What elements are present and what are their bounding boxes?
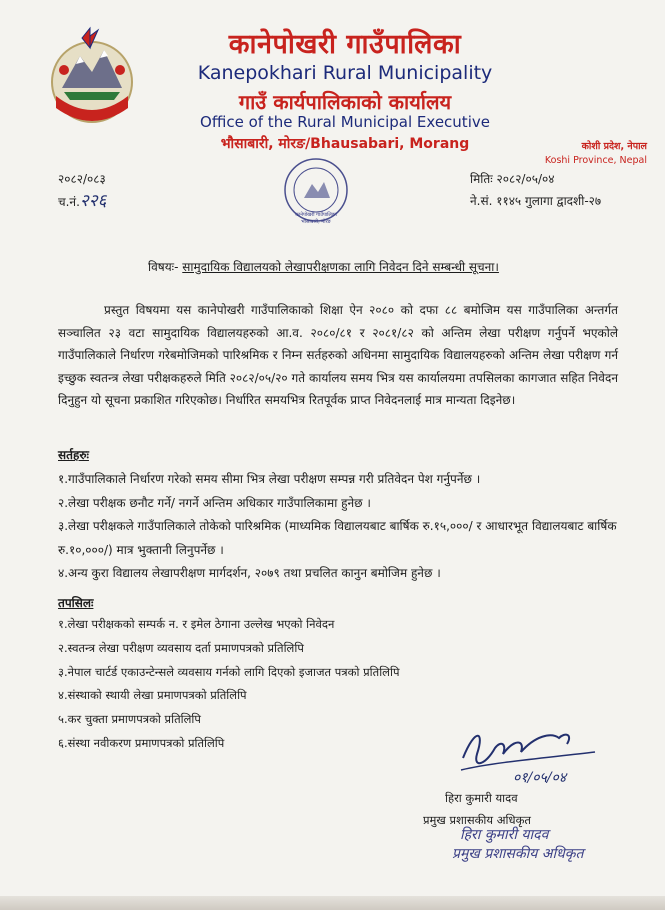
- office-seal-stamp: [282, 156, 350, 228]
- province-en: Koshi Province, Nepal: [544, 155, 647, 166]
- office-title-en: Office of the Rural Municipal Executive: [200, 113, 490, 131]
- condition-item: २.लेखा परीक्षक छनौट गर्ने/ नगर्ने अन्तिम अधिकार गाउँपालिकामा हुनेछ ।: [58, 495, 371, 510]
- attachment-item: १.लेखा परीक्षकको सम्पर्क न. र इमेल ठेगाना उल्लेख भएको निवेदन: [58, 617, 335, 631]
- handwritten-signature: [455, 718, 605, 788]
- subject-line: [148, 258, 499, 275]
- attachments-title: तपसिलः: [58, 596, 94, 610]
- reference-line: [58, 190, 106, 213]
- attachment-item: ६.संस्था नवीकरण प्रमाणपत्रको प्रतिलिपि: [58, 735, 225, 750]
- subject-label: विषयः-: [148, 260, 179, 274]
- province-np: कोशी प्रदेश, नेपाल: [581, 141, 647, 152]
- fiscal-year: २०८२/०८३: [58, 172, 106, 186]
- svg-text:भौसाबारी, मोरङ: भौसाबारी, मोरङ: [301, 219, 331, 225]
- stamp-title: प्रमुख प्रशासकीय अधिकृत: [452, 846, 584, 862]
- province-block: [545, 140, 647, 168]
- date-block: [470, 168, 601, 212]
- attachments-list: [58, 613, 478, 756]
- condition-item: १.गाउँपालिकाले निर्धारण गरेको समय सीमा भित्र लेखा परीक्षण सम्पन्न गरी प्रतिवेदन पेश गर्नुपर्नेछ ।: [58, 472, 481, 486]
- attachment-item: २.स्वतन्त्र लेखा परीक्षण व्यवसाय दर्ता प्रमाणपत्रको प्रतिलिपि: [58, 640, 304, 655]
- municipality-title-np: कानेपोखरी गाउँपालिका: [228, 29, 462, 60]
- signatory-name: हिरा कुमारी यादव: [445, 791, 518, 805]
- nepal-samvat-date: ने.सं. ११४५ गुलागा द्वादशी-२७: [470, 194, 602, 208]
- svg-text:कानेपोखरी गाउँपालिका: कानेपोखरी गाउँपालिका: [295, 212, 337, 218]
- municipality-title-en: Kanepokhari Rural Municipality: [197, 62, 493, 84]
- condition-item: ४.अन्य कुरा विद्यालय लेखापरीक्षण मार्गदर्शन, २०७९ तथा प्रचलित कानुन बमोजिम हुनेछ ।: [58, 566, 441, 580]
- footer-strip: [0, 896, 665, 910]
- notice-paragraph: प्रस्तुत विषयमा यस कानेपोखरी गाउँपालिकाको शिक्षा ऐन २०८० को दफा ८८ बमोजिम यस गाउँपालिका अन्तर्गत सञ्चालित २३ वटा सामुदायिक विद्यालयहरुको आ.व. २०८०/८१ र २०८१/८२ को अन्तिम लेखा परीक्षण गर्नुपर्ने भएकोले गाउँपालिकाले निर्धारण गरेबमोजिमको पारिश्रमिक र निम्न सर्तहरुको अधिनमा सामुदायिक विद्यालयहरुको अन्तिम लेखा परीक्षण गर्न इच्छुक स्वतन्त्र लेखा परीक्षकहरुले मिति २०८२/०५/२० गते कार्यालय समय भित्र यस कार्यालयमा तपसिलका कागजात सहित निवेदन दिनुहुन यो सूचना प्रकाशित गरिएकोछ। निर्धारित समयभित्र रितपूर्वक प्राप्त निवेदनलाई मात्र मान्यता दिइनेछ।: [58, 303, 618, 408]
- stamp-name: हिरा कुमारी यादव: [460, 827, 549, 843]
- attachment-item: ३.नेपाल चार्टर्ड एकाउन्टेन्सले व्यवसाय गर्नको लागि दिएको इजाजत पत्रको प्रतिलिपि: [58, 664, 400, 679]
- subject-text: सामुदायिक विद्यालयको लेखापरीक्षणका लागि निवेदन दिने सम्बन्धी सूचना।: [182, 260, 499, 274]
- conditions-list: [58, 468, 618, 586]
- signatory-title: प्रमुख प्रशासकीय अधिकृत: [423, 813, 531, 827]
- signatory-block: [423, 787, 531, 831]
- office-title-np: गाउँ कार्यपालिकाको कार्यालय: [238, 90, 452, 114]
- signature-date: ०१/०५/०४: [513, 770, 567, 786]
- reference-number: २२६: [79, 191, 107, 211]
- reference-block: [58, 168, 106, 213]
- attachment-item: ५.कर चुक्ता प्रमाणपत्रको प्रतिलिपि: [58, 712, 201, 727]
- conditions-title: सर्तहरुः: [58, 448, 89, 462]
- condition-item: ३.लेखा परीक्षकले गाउँपालिकाले तोकेको पारिश्रमिक (माध्यमिक विद्यालयबाट बार्षिक रु.१५,०००/ र आधारभूत विद्यालयबाट बार्षिक रु.१०,०००/) मात्र भुक्तानी लिनुपर्नेछ ।: [58, 519, 617, 557]
- issue-date: मितिः २०८२/०५/०४: [470, 172, 555, 186]
- attachment-item: ४.संस्थाको स्थायी लेखा प्रमाणपत्रको प्रतिलिपि: [58, 688, 247, 703]
- name-stamp: [452, 826, 583, 864]
- reference-label: च.नं.: [58, 195, 80, 209]
- office-address: भौसाबारी, मोरङ/Bhausabari, Morang: [220, 136, 470, 152]
